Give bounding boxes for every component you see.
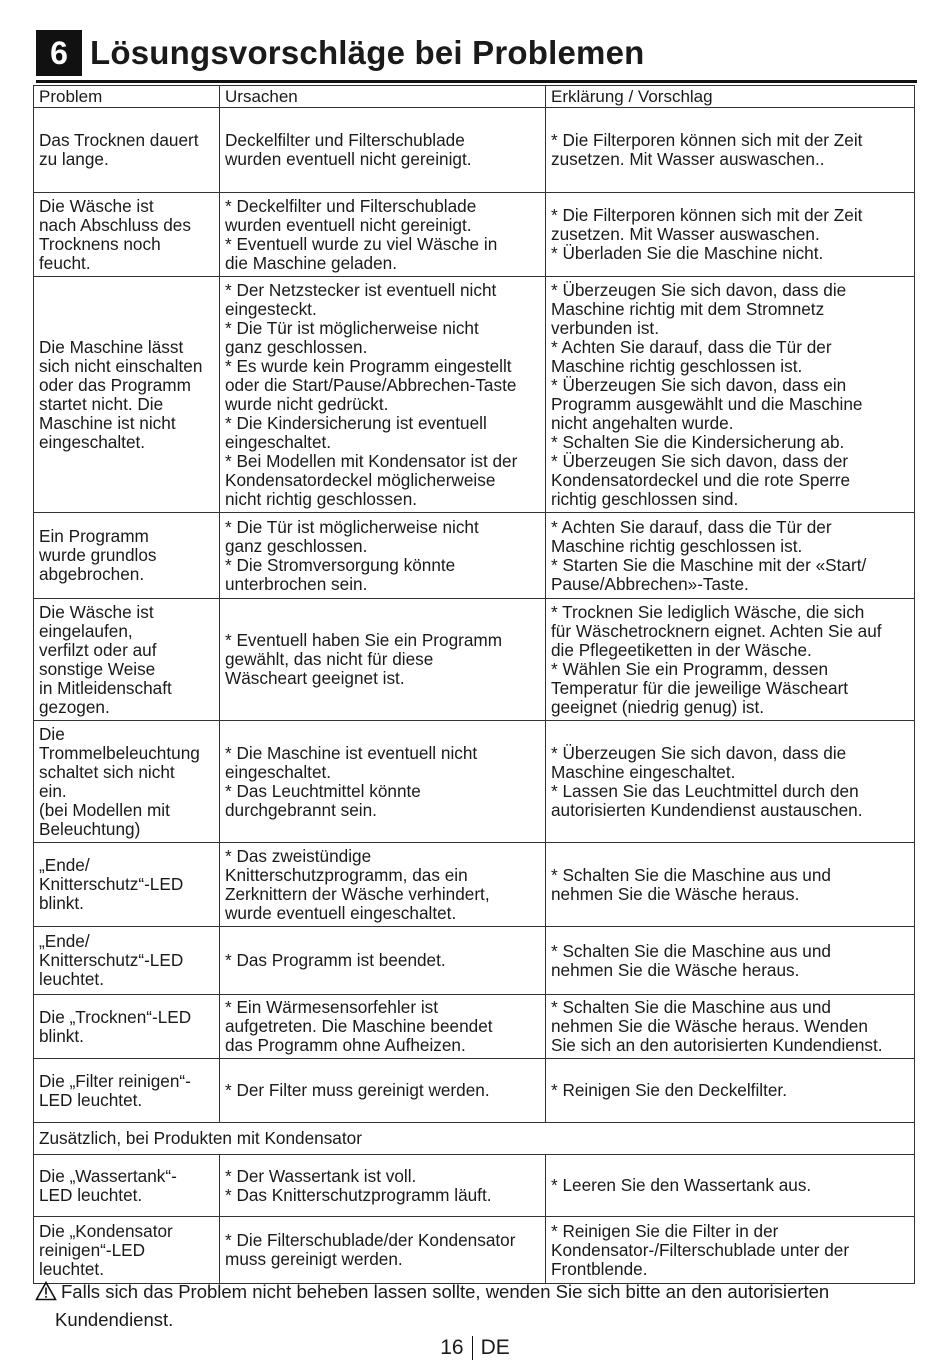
solution-cell-line: Maschine richtig geschlossen ist. [551,355,803,376]
problem-cell-line: startet nicht. Die [39,393,164,414]
cause-cell-line: wurden eventuell nicht gereinigt. [225,149,472,169]
cause-cell-line: * Es wurde kein Programm eingestellt [225,355,512,376]
solution-cell [546,843,915,927]
column-header-causes: Ursachen [220,86,546,108]
cause-cell-line: wurde eventuell eingeschaltet. [225,902,457,923]
cause-cell-line: wurde nicht gedrückt. [225,393,389,414]
cause-cell [220,1217,546,1284]
cause-cell-line: * Eventuell haben Sie ein Programm [225,630,503,650]
warning-icon [35,1281,57,1301]
cause-cell [220,1155,546,1217]
solution-cell-line: Maschine eingeschaltet. [551,761,736,782]
solution-cell-line: * Reinigen Sie den Deckelfilter. [551,1080,787,1100]
cause-cell-line: * Das zweistündige [225,845,372,866]
page-title: Lösungsvorschläge bei Problemen [90,34,645,71]
solution-cell [546,193,915,277]
solution-cell-line: Programm ausgewählt und die Maschine [551,393,863,414]
solution-cell [546,995,915,1059]
table-row [34,513,915,599]
page-footer [0,1336,950,1360]
problem-cell [34,1217,220,1284]
cause-cell [220,721,546,843]
problem-cell-line: eingelaufen, [39,620,133,641]
solution-cell-line: * Schalten Sie die Maschine aus und [551,864,831,885]
footnote [33,1278,913,1334]
problem-cell-line: „Ende/ [39,931,90,951]
problem-cell-line: reinigen“-LED [39,1239,146,1260]
problem-cell-line: Die Wäsche ist [39,601,154,622]
problem-cell-line: Das Trocknen dauert [39,130,199,150]
problem-cell-line: nach Abschluss des [39,214,191,235]
solution-cell [546,927,915,995]
solution-cell-line: richtig geschlossen sind. [551,488,739,509]
problem-cell-line: Beleuchtung) [39,818,141,839]
problem-cell-line: eingeschaltet. [39,431,146,452]
cause-cell-line: Kondensatordeckel möglicherweise [225,469,496,490]
solution-cell-line: * Überzeugen Sie sich davon, dass die [551,279,847,300]
problem-cell-line: Knitterschutz“-LED [39,950,184,970]
page-language: DE [480,1336,510,1359]
solution-cell-line: zusetzen. Mit Wasser auswaschen. [551,224,820,244]
solution-cell-line: die Pflegeetiketten in der Wäsche. [551,639,812,660]
problem-cell-line: verfilzt oder auf [39,639,157,660]
solution-cell [546,1059,915,1123]
problem-cell-line: abgebrochen. [39,564,145,584]
cause-cell-line: Knitterschutzprogramm, das ein [225,864,468,885]
problem-cell-line: LED leuchtet. [39,1184,143,1205]
cause-cell-line: Wäscheart geeignet ist. [225,668,405,688]
cause-cell-line: ganz geschlossen. [225,535,368,556]
problem-cell-line: zu lange. [39,149,109,169]
problem-cell-line: Die Maschine lässt [39,336,184,357]
cause-cell [220,193,546,277]
table-row [34,843,915,927]
cause-cell [220,927,546,995]
solution-cell-line: * Starten Sie die Maschine mit der «Start/ [551,554,867,575]
cause-cell-line: * Die Maschine ist eventuell nicht [225,742,478,763]
chapter-number: 6 [36,30,82,76]
cause-cell [220,599,546,721]
problem-cell-line: Knitterschutz“-LED [39,874,184,894]
problem-cell [34,995,220,1059]
problem-cell-line: ein. [39,780,67,801]
cause-cell [220,277,546,513]
solution-cell-line: Frontblende. [551,1258,648,1279]
cause-cell-line: * Der Wassertank ist voll. [225,1165,417,1186]
problem-cell-line: (bei Modellen mit [39,799,170,820]
cause-cell-line: * Die Kindersicherung ist eventuell [225,412,487,433]
solution-cell-line: * Überzeugen Sie sich davon, dass die [551,742,847,763]
footnote-line-2: Kundendienst. [55,1309,174,1330]
cause-cell-line: * Bei Modellen mit Kondensator ist der [225,450,518,471]
solution-cell-line: Kondensatordeckel und die rote Sperre [551,469,851,490]
table-row [34,108,915,193]
section-row [34,1123,915,1155]
problem-cell-line: gezogen. [39,696,110,717]
solution-cell-line: * Überzeugen Sie sich davon, dass der [551,450,849,471]
cause-cell-line: * Die Filterschublade/der Kondensator [225,1230,516,1250]
problem-cell [34,843,220,927]
problem-cell [34,927,220,995]
problem-cell-line: feucht. [39,252,91,273]
table-row [34,599,915,721]
solution-cell-line: * Die Filterporen können sich mit der Zeit [551,205,863,225]
troubleshooting-table [33,85,915,1284]
solution-cell-line: * Achten Sie darauf, dass die Tür der [551,516,832,537]
solution-cell-line: Maschine richtig mit dem Stromnetz [551,298,825,319]
cause-cell [220,513,546,599]
solution-cell-line: * Wählen Sie ein Programm, dessen [551,658,829,679]
cause-cell-line: oder die Start/Pause/Abbrechen-Taste [225,374,517,395]
problem-cell-line: sich nicht einschalten [39,355,203,376]
solution-cell-line: autorisierten Kundendienst austauschen. [551,799,863,820]
solution-cell-line: * Lassen Sie das Leuchtmittel durch den [551,780,859,801]
footnote-line-1: Falls sich das Problem nicht beheben lassen sollte, wenden Sie sich bitte an den autorisierten [61,1281,830,1302]
cause-cell [220,843,546,927]
problem-cell [34,1155,220,1217]
problem-cell-line: Die [39,723,65,744]
cause-cell-line: * Die Tür ist möglicherweise nicht [225,516,479,537]
cause-cell [220,108,546,193]
cause-cell [220,1059,546,1123]
cause-cell-line: Zerknittern der Wäsche verhindert, [225,883,490,904]
problem-cell [34,277,220,513]
cause-cell-line: nicht richtig geschlossen. [225,488,418,509]
problem-cell-line: Die „Filter reinigen“- [39,1070,191,1091]
cause-cell-line: unterbrochen sein. [225,573,368,594]
solution-cell-line: Pause/Abbrechen»-Taste. [551,573,749,594]
cause-cell-line: die Maschine geladen. [225,252,397,273]
solution-cell-line: nehmen Sie die Wäsche heraus. Wenden [551,1016,868,1036]
problem-cell-line: Die Wäsche ist [39,195,154,216]
table-row [34,1155,915,1217]
solution-cell-line: Kondensator-/Filterschublade unter der [551,1239,850,1260]
problem-cell-line: LED leuchtet. [39,1089,143,1110]
table-row [34,1217,915,1284]
problem-cell-line: Maschine ist nicht [39,412,176,433]
table-body [34,108,915,1284]
cause-cell-line: * Das Programm ist beendet. [225,950,446,970]
solution-cell-line: Maschine richtig geschlossen ist. [551,535,803,556]
page-number: 16 [440,1336,472,1360]
solution-cell-line: * Trocknen Sie lediglich Wäsche, die sich [551,601,865,622]
cause-cell-line: ganz geschlossen. [225,336,368,357]
solution-cell [546,1217,915,1284]
problem-cell-line: Die „Trocknen“-LED [39,1006,192,1027]
column-header-problem: Problem [34,86,220,108]
cause-cell-line: * Ein Wärmesensorfehler ist [225,997,439,1017]
solution-cell-line: * Leeren Sie den Wassertank aus. [551,1175,812,1195]
cause-cell-line: * Die Tür ist möglicherweise nicht [225,317,479,338]
problem-cell [34,1059,220,1123]
cause-cell-line: wurden eventuell nicht gereinigt. [225,214,472,235]
table-header-row [34,86,915,108]
solution-cell-line: * Überzeugen Sie sich davon, dass ein [551,374,847,395]
cause-cell-line: das Programm ohne Aufheizen. [225,1035,466,1055]
problem-cell-line: sonstige Weise [39,658,156,679]
problem-cell [34,513,220,599]
table-row [34,927,915,995]
solution-cell [546,277,915,513]
cause-cell-line: muss gereinigt werden. [225,1249,403,1269]
chapter-header [36,30,917,83]
problem-cell-line: Die „Kondensator [39,1220,173,1241]
problem-cell-line: blinkt. [39,1025,84,1046]
cause-cell-line: aufgetreten. Die Maschine beendet [225,1016,493,1036]
solution-cell-line: * Schalten Sie die Maschine aus und [551,997,831,1017]
cause-cell-line: eingesteckt. [225,298,317,319]
problem-cell [34,599,220,721]
solution-cell-line: * Schalten Sie die Kindersicherung ab. [551,431,845,452]
cause-cell-line: * Das Knitterschutzprogramm läuft. [225,1184,492,1205]
solution-cell-line: * Achten Sie darauf, dass die Tür der [551,336,832,357]
table-row [34,995,915,1059]
solution-cell-line: nehmen Sie die Wäsche heraus. [551,883,800,904]
problem-cell-line: Die „Wassertank“- [39,1165,177,1186]
table-row [34,277,915,513]
cause-cell-line: durchgebrannt sein. [225,799,377,820]
solution-cell [546,721,915,843]
cause-cell-line: gewählt, das nicht für diese [225,649,434,669]
problem-cell-line: leuchtet. [39,969,104,989]
solution-cell-line: zusetzen. Mit Wasser auswaschen.. [551,149,825,169]
solution-cell-line: Temperatur für die jeweilige Wäscheart [551,677,849,698]
cause-cell-line: * Der Filter muss gereinigt werden. [225,1080,490,1100]
cause-cell-line: eingeschaltet. [225,431,332,452]
problem-cell [34,108,220,193]
solution-cell-line: nehmen Sie die Wäsche heraus. [551,959,800,980]
cause-cell-line: * Deckelfilter und Filterschublade [225,195,477,216]
solution-cell-line: * Überladen Sie die Maschine nicht. [551,243,824,263]
problem-cell-line: Ein Programm [39,526,149,546]
solution-cell-line: für Wäschetrocknern eignet. Achten Sie auf [551,620,882,641]
solution-cell-line: * Schalten Sie die Maschine aus und [551,940,831,961]
cause-cell-line: Deckelfilter und Filterschublade [225,130,465,150]
solution-cell-line: * Reinigen Sie die Filter in der [551,1220,779,1241]
column-header-suggestion: Erklärung / Vorschlag [546,86,915,108]
solution-cell-line: verbunden ist. [551,317,659,338]
table-row [34,1059,915,1123]
solution-cell-line: Sie sich an den autorisierten Kundendienst. [551,1035,883,1055]
problem-cell-line: wurde grundlos [39,545,157,565]
solution-cell [546,513,915,599]
problem-cell-line: in Mitleidenschaft [39,677,172,698]
solution-cell-line: * Die Filterporen können sich mit der Zeit [551,130,863,150]
table-row [34,721,915,843]
problem-cell-line: Trommelbeleuchtung [39,742,200,763]
solution-cell-line: nicht angehalten wurde. [551,412,734,433]
solution-cell-line: geeignet (niedrig genug) ist. [551,696,765,717]
problem-cell [34,721,220,843]
problem-cell-line: Trocknens noch [39,233,161,254]
problem-cell-line: blinkt. [39,893,84,913]
solution-cell [546,1155,915,1217]
solution-cell [546,599,915,721]
cause-cell-line: * Eventuell wurde zu viel Wäsche in [225,233,498,254]
cause-cell [220,995,546,1059]
problem-cell-line: leuchtet. [39,1258,104,1279]
solution-cell [546,108,915,193]
cause-cell-line: * Das Leuchtmittel könnte [225,780,421,801]
problem-cell-line: „Ende/ [39,855,90,875]
cause-cell-line: * Die Stromversorgung könnte [225,554,456,575]
table-row [34,193,915,277]
section-label: Zusätzlich, bei Produkten mit Kondensator [34,1123,915,1155]
cause-cell-line: eingeschaltet. [225,761,332,782]
problem-cell [34,193,220,277]
cause-cell-line: * Der Netzstecker ist eventuell nicht [225,279,497,300]
problem-cell-line: oder das Programm [39,374,191,395]
problem-cell-line: schaltet sich nicht [39,761,175,782]
